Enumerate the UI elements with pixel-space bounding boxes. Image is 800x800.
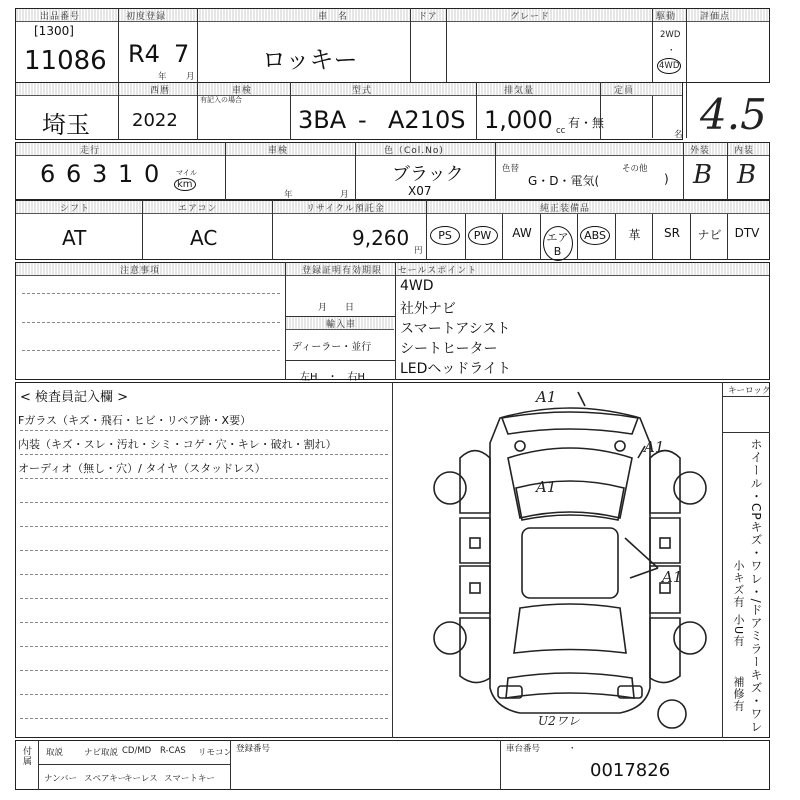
mile-label: マイル [176, 169, 197, 177]
inspector-ruled-line [20, 574, 388, 575]
capacity-label: 定員 [614, 86, 635, 96]
sale-point: 4WD [400, 278, 434, 294]
equipment-item: DTV [734, 226, 760, 240]
car-name: ロッキー [262, 46, 358, 74]
equipment-divider [577, 214, 578, 260]
bottom-item-top: ナビ取説 [84, 748, 119, 758]
drive-label: 駆動 [656, 12, 677, 22]
equipment-item: PW [468, 226, 498, 245]
insp-unit-year: 年 [284, 190, 293, 200]
color-code: X07 [408, 184, 432, 198]
attached-label: 付属 [21, 746, 31, 766]
bottom-item-bottom: スマートキー [164, 774, 215, 784]
region: 埼玉 [42, 111, 90, 139]
notes-label: 注意事項 [120, 266, 161, 276]
chassis-dot: ・ [568, 744, 577, 754]
equipment-label: 純正装備品 [540, 204, 591, 214]
displacement-label: 排気量 [504, 86, 535, 96]
model-code: A210S [388, 106, 466, 134]
bottom-item-top: リモコン [198, 748, 233, 758]
color-change: 色替 [502, 164, 520, 174]
equipment-divider [727, 214, 728, 260]
bottom-item-bottom: ナンバー [44, 774, 77, 784]
first-reg-era: R4 [128, 40, 160, 68]
inspector-line-2: 内装（キズ・スレ・汚れ・シミ・コゲ・穴・キレ・破れ・割れ） [18, 438, 337, 451]
damage-mark-hood: A1 [536, 478, 557, 496]
mileage-digit: 3 [92, 160, 108, 188]
sale-point: 社外ナビ [400, 301, 456, 317]
model-dash: - [358, 106, 367, 134]
inspector-ruled-line [20, 670, 388, 671]
sale-point: シートヒーター [400, 341, 498, 357]
ext-grade: B [693, 160, 713, 190]
insp-unit-month: 月 [340, 190, 349, 200]
side-note-small-scratch: 小キズ有 [732, 560, 745, 608]
unit-cc: cc [556, 126, 566, 136]
registration-no-label: 登録番号 [236, 744, 271, 754]
inspector-ruled-line [20, 550, 388, 551]
lot-no-label: 出品番号 [40, 12, 81, 22]
equipment-item: SR [664, 226, 680, 240]
lot-code: [1300] [34, 24, 74, 38]
header-bar-4 [16, 201, 769, 214]
damage-mark-rear: U2ワレ [538, 714, 580, 728]
inspection-note: 有記入の場合 [200, 96, 242, 104]
drive-dot: ・ [667, 46, 676, 56]
side-note-repair: 補修有 [732, 676, 745, 712]
sale-points-label: セールスポイント [398, 266, 478, 276]
damage-mark-fender: A1 [644, 438, 665, 456]
equipment-divider [465, 214, 466, 260]
mileage-digit: 6 [40, 160, 56, 188]
rating-label: 評価点 [700, 12, 731, 22]
sale-point: スマートアシスト [400, 321, 511, 337]
doors-label: ドア [418, 12, 438, 22]
bottom-item-bottom: キーレス [124, 774, 158, 784]
shift-label: シフト [60, 204, 91, 214]
chassis-no-label: 車台番号 [506, 744, 541, 754]
reg-cert-label: 登録証明有効期限 [302, 266, 383, 276]
equipment-divider [540, 214, 541, 260]
fuel-close: ) [664, 172, 669, 186]
year-label: 西暦 [150, 86, 171, 96]
inspector-ruled-line [20, 526, 388, 527]
mileage-digit: 0 [144, 160, 160, 188]
side-note-small-dent: 小U有 [732, 614, 745, 648]
lot-number: 11086 [24, 46, 107, 76]
bottom-item-top: CD/MD [122, 746, 152, 756]
import-label: 輸入車 [326, 320, 357, 330]
inspector-ruled-line [20, 646, 388, 647]
mileage-unit: km [174, 178, 196, 191]
first-reg-month: 7 [174, 40, 190, 68]
unit-year: 年 [158, 72, 167, 82]
inspector-title: < 検査員記入欄 > [20, 390, 129, 405]
bottom-item-top: 取説 [46, 748, 64, 758]
import-dealer: ディーラー・並行 [292, 342, 372, 353]
aircon-label: エアコン [178, 204, 218, 214]
grade-label: グレード [510, 12, 551, 22]
unit-people: 名 [674, 130, 683, 140]
car-name-label: 車 名 [318, 12, 349, 22]
damage-mark-door: A1 [662, 568, 683, 586]
handle-side: 左H ・ 右H [300, 372, 366, 383]
recycle-value: 9,260 [352, 226, 410, 250]
unit-month: 月 [186, 72, 195, 82]
model-prefix: 3BA [298, 106, 347, 134]
drive-4wd: 4WD [657, 58, 681, 74]
inspector-ruled-line [20, 598, 388, 599]
damage-mark-bumper: A1 [536, 388, 557, 406]
fuel: G・D・電気( [528, 174, 600, 188]
ext-grade-label: 外装 [690, 146, 711, 156]
inspector-ruled-line [20, 622, 388, 623]
bottom-item-bottom: スペアキー [84, 774, 127, 784]
car-diagram [420, 388, 720, 738]
model-label: 型式 [352, 86, 373, 96]
inspector-ruled-line [20, 694, 388, 695]
aircon-value: AC [190, 226, 218, 250]
equipment-item: AW [512, 226, 532, 240]
side-note-main: ホイール・CPキズ・ワレ・/ドアミラーキズ・ワレ [749, 438, 763, 734]
equipment-divider [502, 214, 503, 260]
equipment-item: ナビ [697, 228, 722, 242]
inspection-label: 車検 [232, 86, 253, 96]
displacement: 1,000 [484, 106, 553, 134]
rating-value: 4.5 [700, 90, 767, 139]
equipment-item: エアB [543, 226, 573, 261]
turbo: 有・無 [568, 116, 605, 130]
fuel-other: その他 [622, 164, 648, 174]
int-grade: B [737, 160, 757, 190]
inspector-line-3: オーディオ（無し・穴）/ タイヤ（スタッドレス） [18, 462, 266, 475]
equipment-item: ABS [580, 226, 610, 245]
equipment-item: PS [430, 226, 460, 245]
unit-yen: 円 [414, 246, 423, 256]
drive-2wd: 2WD [660, 30, 681, 40]
reg-cert-date: 月 日 [318, 303, 355, 313]
shift-value: AT [62, 226, 87, 250]
chassis-number: 0017826 [590, 760, 671, 781]
color-name: ブラック [392, 164, 464, 185]
mileage-label: 走行 [80, 146, 101, 156]
year: 2022 [132, 110, 178, 131]
equipment-item: 革 [628, 228, 641, 242]
sale-point: LEDヘッドライト [400, 361, 512, 377]
inspector-ruled-line [20, 718, 388, 719]
header-bar-2 [16, 83, 682, 96]
mileage-digit: 6 [66, 160, 82, 188]
keylock-label: キーロック [728, 386, 771, 396]
bottom-item-top: R-CAS [160, 746, 186, 756]
equipment-divider [690, 214, 691, 260]
inspector-ruled-line [20, 502, 388, 503]
mileage-digit: 1 [118, 160, 134, 188]
int-grade-label: 内装 [734, 146, 755, 156]
equipment-divider [615, 214, 616, 260]
inspector-line-1: Fガラス（キズ・飛石・ヒビ・リペア跡・X要） [18, 414, 252, 427]
color-label: 色（Col.No) [384, 146, 444, 156]
recycle-label: リサイクル預託金 [306, 204, 385, 214]
first-reg-label: 初度登録 [126, 12, 167, 22]
inspection-label-2: 車検 [268, 146, 289, 156]
equipment-divider [652, 214, 653, 260]
